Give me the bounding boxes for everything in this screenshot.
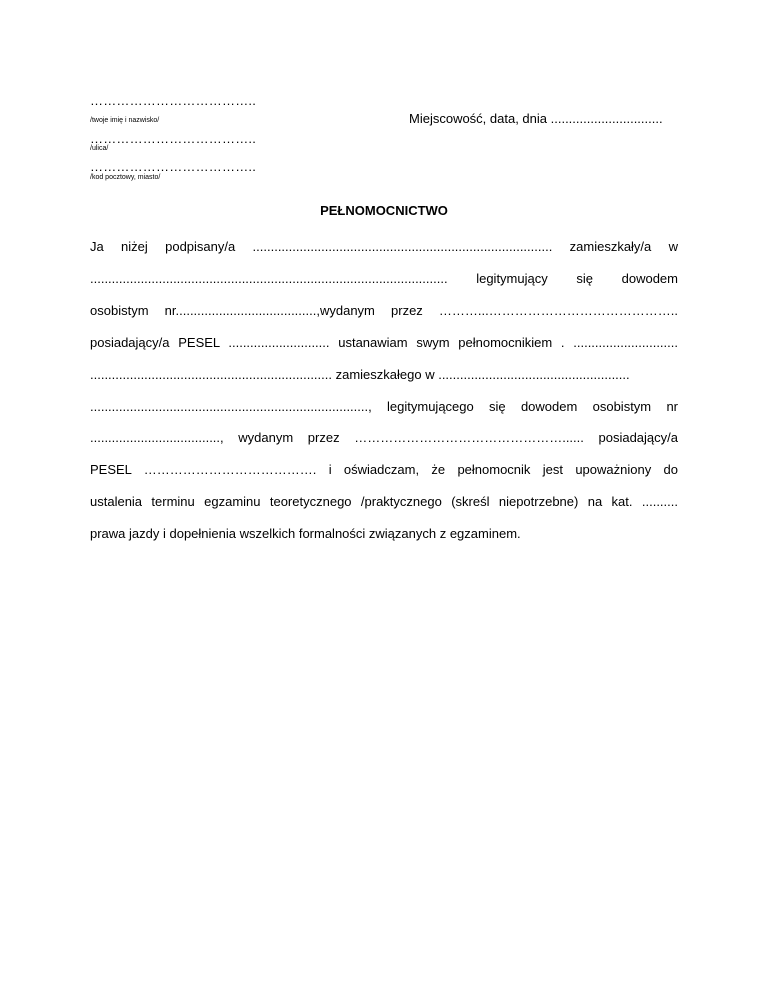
sender-street-dots: ……………………………….. (90, 131, 257, 146)
body-line-4: posiadający/a PESEL ............................ ustanawiam swym pełnomocnikiem . ............................. (90, 335, 678, 350)
sender-name-label: /twoje imię i nazwisko/ (90, 117, 160, 124)
sender-city-label: /kod pocztowy, miasto/ (90, 174, 161, 181)
body-line-6: ............................................................................., legitymującego się dowodem osobistym nr (90, 399, 678, 414)
body-line-5: ................................................................... zamieszkałego w ..................................................... (90, 367, 630, 382)
body-line-7: ...................................., wydanym przez …………………………………………...... posiadający/a (90, 430, 678, 445)
sender-street-label: /ulica/ (90, 145, 109, 152)
body-line-2: ................................................................................................... legitymujący się dowodem (90, 271, 678, 286)
body-line-1: Ja niżej podpisany/a ................................................................................... zamieszkały/a w (90, 239, 678, 254)
sender-name-dots: ……………………………….. (90, 93, 257, 108)
body-line-3: osobistym nr.......................................,wydanym przez ………...…………………………………….. (90, 303, 678, 318)
body-line-8: PESEL …………………………………. i oświadczam, że pełnomocnik jest upoważniony do (90, 462, 678, 477)
place-date-line: Miejscowość, data, dnia ............................... (409, 111, 663, 126)
body-line-10: prawa jazdy i dopełnienia wszelkich formalności związanych z egzaminem. (90, 526, 521, 541)
sender-city-dots: ……………………………….. (90, 159, 257, 174)
document-title: PEŁNOMOCNICTWO (320, 203, 448, 218)
body-line-9: ustalenia terminu egzaminu teoretycznego /praktycznego (skreśl niepotrzebne) na kat. .......... (90, 494, 678, 509)
